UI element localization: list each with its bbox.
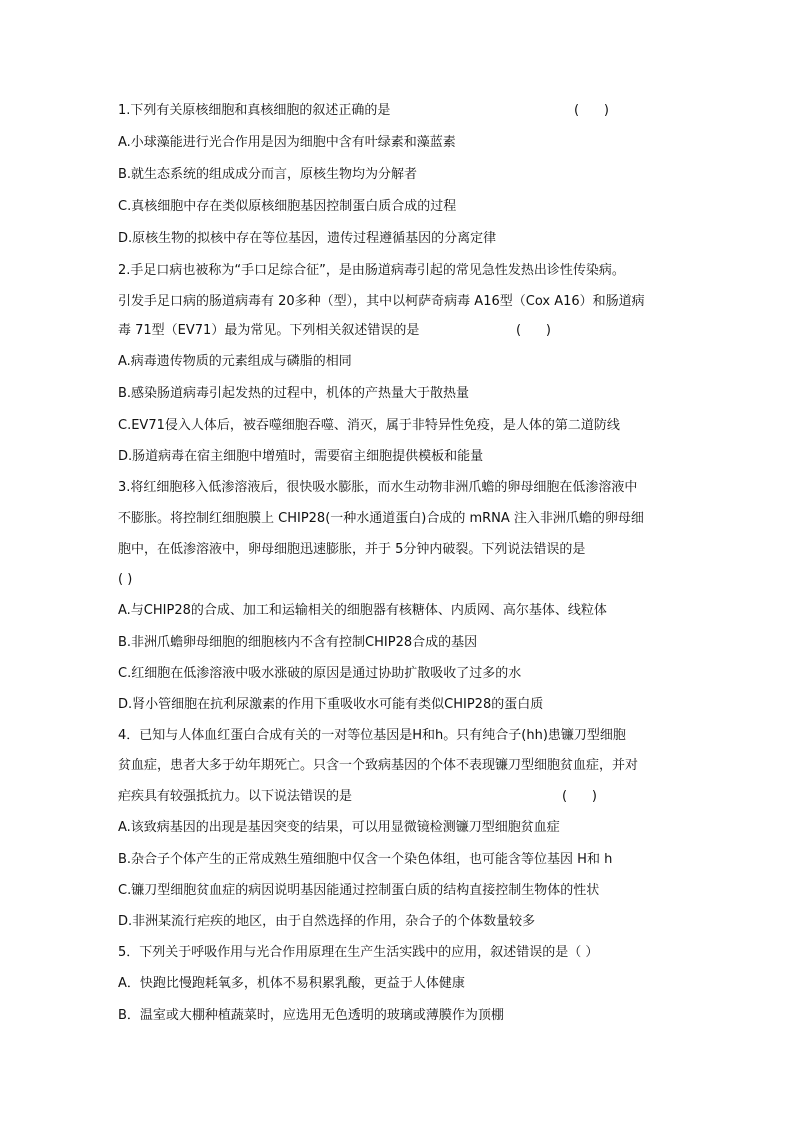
q3-stem-line1: 3.将红细胞移入低渗溶液后，很快吸水膨胀，而水生动物非洲爪蟾的卵母细胞在低渗溶液中 <box>118 480 638 495</box>
q2-option-d: D.肠道病毒在宿主细胞中增殖时，需要宿主细胞提供模板和能量 <box>118 449 484 464</box>
q3-stem-line3: 胞中，在低渗溶液中，卵母细胞迅速膨胀，并于 5分钟内破裂。下列说法错误的是 <box>118 542 586 557</box>
q4-answer-paren: ( ) <box>562 789 597 804</box>
q4-option-c: C.镰刀型细胞贫血症的病因说明基因能通过控制蛋白质的结构直接控制生物体的性状 <box>118 883 600 898</box>
q1-option-a: A.小球藻能进行光合作用是因为细胞中含有叶绿素和藻蓝素 <box>118 135 456 150</box>
q3-option-a: A.与CHIP28的合成、加工和运输相关的细胞器有核糖体、内质网、高尔基体、线粒体 <box>118 603 607 618</box>
q4-option-a: A.该致病基因的出现是基因突变的结果，可以用显微镜检测镰刀型细胞贫血症 <box>118 820 560 835</box>
q4-stem-line3: 疟疾具有较强抵抗力。以下说法错误的是 <box>118 789 353 804</box>
q4-option-b: B.杂合子个体产生的正常成熟生殖细胞中仅含一个染色体组，也可能含等位基因 H和 h <box>118 852 613 867</box>
q5-option-b: B．温室或大棚种植蔬菜时，应选用无色透明的玻璃或薄膜作为顶棚 <box>118 1008 504 1023</box>
q2-stem-line1: 2.手足口病也被称为“手口足综合征”，是由肠道病毒引起的常见急性发热出诊性传染病。 <box>118 263 625 278</box>
q3-option-d: D.肾小管细胞在抗利尿激素的作用下重吸收水可能有类似CHIP28的蛋白质 <box>118 697 544 712</box>
q4-option-d: D.非洲某流行疟疾的地区，由于自然选择的作用，杂合子的个体数量较多 <box>118 914 536 929</box>
q1-option-c: C.真核细胞中存在类似原核细胞基因控制蛋白质合成的过程 <box>118 199 457 214</box>
q5-option-a: A．快跑比慢跑耗氧多，机体不易积累乳酸，更益于人体健康 <box>118 976 465 991</box>
q2-option-c: C.EV71侵入人体后，被吞噬细胞吞噬、消灭，属于非特异性免疫，是人体的第二道防线 <box>118 418 620 433</box>
q3-option-c: C.红细胞在低渗溶液中吸水涨破的原因是通过协助扩散吸收了过多的水 <box>118 666 522 681</box>
q4-stem-line2: 贫血症，患者大多于幼年期死亡。只含一个致病基因的个体不表现镰刀型细胞贫血症，并对 <box>118 758 639 773</box>
q4-stem-line1: 4．已知与人体血红蛋白合成有关的一对等位基因是H和h。只有纯合子(hh)患镰刀型细胞 <box>118 728 626 743</box>
q2-option-a: A.病毒遗传物质的元素组成与磷脂的相同 <box>118 354 352 369</box>
q1-stem: 1.下列有关原核细胞和真核细胞的叙述正确的是 <box>118 103 391 118</box>
q2-option-b: B.感染肠道病毒引起发热的过程中，机体的产热量大于散热量 <box>118 386 470 401</box>
q1-answer-paren: ( ) <box>574 103 609 118</box>
q1-option-b: B.就生态系统的组成成分而言，原核生物均为分解者 <box>118 167 418 182</box>
q2-stem-line3: 毒 71型（EV71）最为常见。下列相关叙述错误的是 <box>118 323 420 338</box>
q1-option-d: D.原核生物的拟核中存在等位基因，遗传过程遵循基因的分离定律 <box>118 231 497 246</box>
q5-stem: 5．下列关于呼吸作用与光合作用原理在生产生活实践中的应用，叙述错误的是（ ） <box>118 945 599 960</box>
q3-stem-line2: 不膨胀。将控制红细胞膜上 CHIP28(一种水通道蛋白)合成的 mRNA 注入非洲爪蟾的卵母细 <box>118 511 644 526</box>
q3-answer-paren: ( ) <box>118 572 133 587</box>
q3-option-b: B.非洲爪蟾卵母细胞的细胞核内不含有控制CHIP28合成的基因 <box>118 635 478 650</box>
q2-stem-line2: 引发手足口病的肠道病毒有 20多种（型），其中以柯萨奇病毒 A16型（Cox A16）和肠道病 <box>118 294 645 309</box>
q2-answer-paren: ( ) <box>516 323 551 338</box>
